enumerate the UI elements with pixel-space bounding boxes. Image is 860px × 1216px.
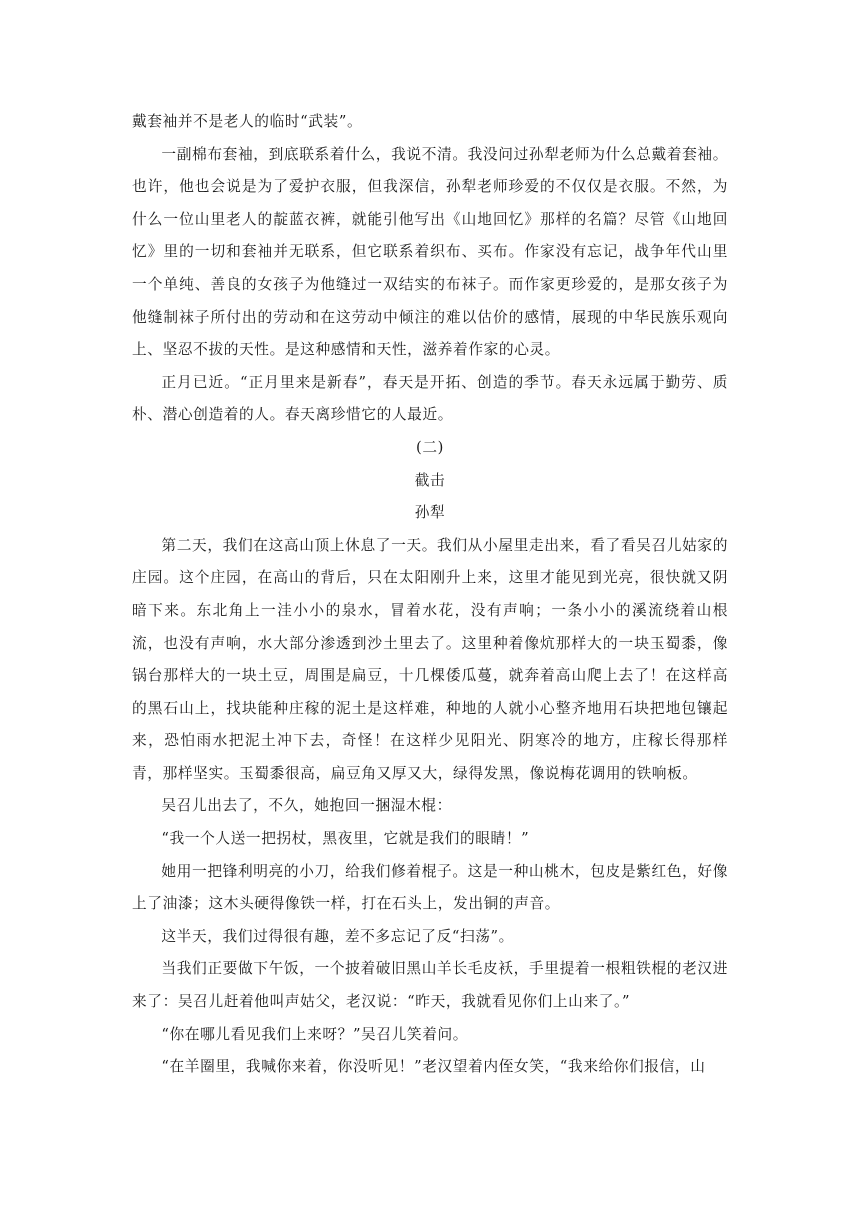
paragraph: 一副棉布套袖，到底联系着什么，我说不清。我没问过孙犁老师为什么总戴着套袖。也许，他也会说是为了爱护衣服，但我深信，孙犁老师珍爱的不仅仅是衣服。不然，为什么一位山里老人的靛蓝衣裤，就能引他写出《山地回忆》那样的名篇？尽管《山地回忆》里的一切和套袖并无联系，但它联系着织布、买布。作家没有忘记，战争年代山里一个单纯、善良的女孩子为他缝过一双结实的布袜子。而作家更珍爱的，是那女孩子为他缝制袜子所付出的劳动和在这劳动中倾注的难以估价的感情，展现的中华民族乐观向上、坚忍不拔的天性。是这种感情和天性，滋养着作家的心灵。 (132, 145, 728, 359)
document-page (132, 106, 728, 1084)
section-title: 截击 (414, 471, 446, 489)
paragraph: 第二天，我们在这高山顶上休息了一天。我们从小屋里走出来，看了看吴召儿姑家的庄园。这个庄园，在高山的背后，只在太阳刚升上来，这里才能见到光亮，很快就又阴暗下来。东北角上一洼小小的泉水，冒着水花，没有声响；一条小小的溪流绕着山根流，也没有声响，水大部分渗透到沙土里去了。这里种着像炕那样大的一块玉蜀黍，像锅台那样大的一块土豆，周围是扁豆，十几棵倭瓜蔓，就奔着高山爬上去了！在这样高的黑石山上，找块能种庄稼的泥土是这样难，种地的人就小心整齐地用石块把地包镶起来，恐怕雨水把泥土冲下去，奇怪！在这样少见阳光、阴寒冷的地方，庄稼长得那样青，那样坚实。玉蜀黍很高，扁豆角又厚又大，绿得发黑，像说梅花调用的铁响板。 (132, 536, 728, 782)
paragraph: “我一个人送一把拐杖，黑夜里，它就是我们的眼睛！” (161, 830, 530, 848)
paragraph: 正月已近。“正月里来是新春”，春天是开拓、创造的季节。春天永远属于勤劳、质朴、潜心创造着的人。春天离珍惜它的人最近。 (132, 373, 728, 424)
section-author: 孙犁 (414, 504, 446, 522)
paragraph: 当我们正要做下午饭，一个披着破旧黑山羊长毛皮袄，手里提着一根粗铁棍的老汉进来了：吴召儿赶着他叫声姑父，老汉说：“昨天，我就看见你们上山来了。” (132, 960, 728, 1011)
section-number: (二) (416, 438, 444, 456)
paragraph: 戴套袖并不是老人的临时“武装”。 (132, 113, 363, 130)
paragraph: “你在哪儿看见我们上来呀？”吴召儿笑着问。 (161, 1025, 469, 1043)
paragraph: 这半天，我们过得很有趣，差不多忘记了反“扫荡”。 (161, 927, 514, 945)
paragraph: 她用一把锋利明亮的小刀，给我们修着棍子。这是一种山桃木，包皮是紫红色，好像上了油漆；这木头硬得像铁一样，打在石头上，发出铜的声音。 (132, 862, 728, 913)
paragraph: 吴召儿出去了，不久，她抱回一捆湿木棍： (161, 797, 452, 815)
paragraph: “在羊圈里，我喊你来着，你没听见！”老汉望着内侄女笑，“我来给你们报信，山 (161, 1058, 706, 1076)
